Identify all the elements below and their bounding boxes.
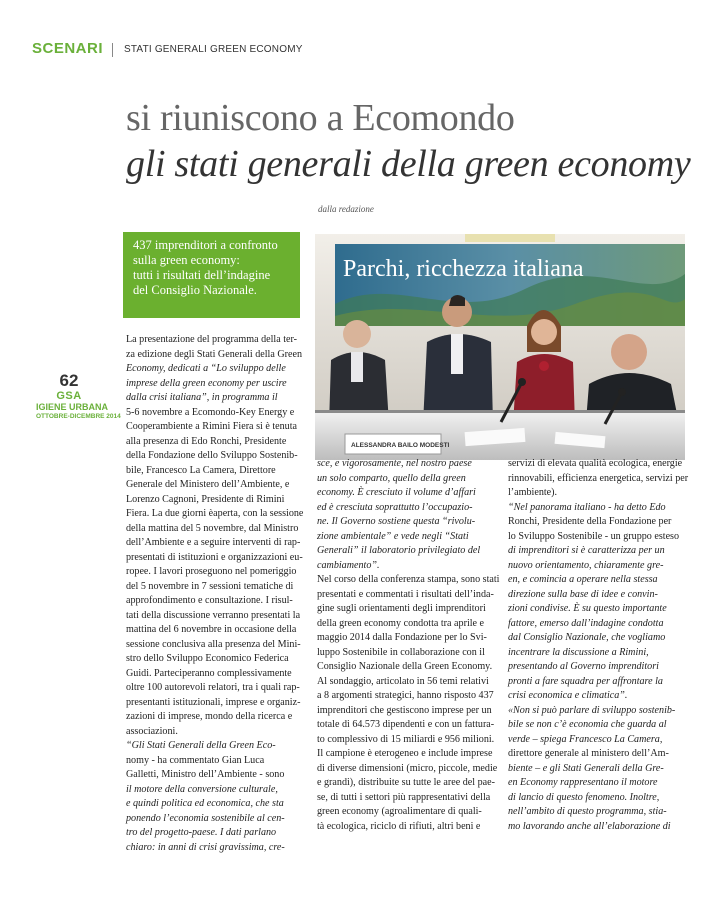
- text-line: tro del progetto-paese. I dati parlano: [126, 827, 277, 838]
- text-line: del 5 novembre in 7 sessioni tematiche di: [126, 580, 294, 592]
- text-line: presentati di istituzioni e organizzazioni eu-: [126, 551, 303, 563]
- text-line: luppo Sostenibile in collaborazione con il: [317, 646, 485, 658]
- text-line: za edizione degli Stati Generali della Green: [126, 348, 302, 360]
- text-line: verde – spiega Francesco La Camera,: [508, 733, 663, 745]
- text-line: Generali” il laboratorio privilegiato del: [317, 545, 481, 556]
- text-line: se, di tutti i settori più rappresentativi della: [317, 791, 491, 803]
- text-line: incentrare la discussione a Rimini,: [508, 646, 649, 658]
- text-line: nomy - ha commentato Gian Luca: [126, 754, 265, 766]
- highlight-line: del Consiglio Nazionale.: [133, 283, 257, 297]
- text-line: e grandi), distribuite su tutte le aree del pae-: [317, 777, 495, 788]
- text-line: pronti a fare squadra per affrontare la: [508, 675, 663, 687]
- text-line: Fiera. La due giorni èaperta, con la sessione: [126, 508, 304, 519]
- text-line: Galletti, Ministro dell’Ambiente - sono: [126, 769, 285, 780]
- header-divider: [112, 43, 113, 57]
- highlight-line: sulla green economy:: [133, 253, 240, 267]
- text-line: Il campione è eterogeneo e include imprese: [317, 748, 493, 759]
- magazine-title: IGIENE URBANA: [36, 402, 109, 412]
- text-line: bile, Francesco La Camera, Direttore: [126, 464, 276, 476]
- text-line: associazioni.: [126, 725, 178, 737]
- text-line: alla presenza di Edo Ronchi, Presidente: [126, 435, 287, 447]
- text-line: stro dello Sviluppo Economico Federica: [126, 653, 289, 664]
- text-line: Lorenzo Cagnoni, Presidente di Rimini: [126, 493, 285, 505]
- text-line: Generale del Ministero dell’Ambiente, e: [126, 479, 290, 490]
- text-column-3: [508, 457, 688, 834]
- text-line: nuovo orientamento, chiaramente gre-: [508, 559, 664, 571]
- photo-nameplate-text: ALESSANDRA BAILO MODESTI: [351, 442, 450, 449]
- text-line: Ronchi, Presidente della Fondazione per: [508, 516, 672, 527]
- highlight-line: 437 imprenditori a confronto: [133, 238, 278, 252]
- text-line: tà ecologica, riciclo di rifiuti, altri beni e: [317, 820, 481, 832]
- text-line: presentati e commentati i risultati dell’inda-: [317, 588, 494, 600]
- magazine-name: GSA: [56, 390, 82, 402]
- highlight-line: tutti i risultati dell’indagine: [133, 268, 271, 282]
- text-line: presentanti istituzionali, imprese e organiz-: [126, 696, 301, 708]
- text-line: di diverse dimensioni (micro, piccole, medie: [317, 762, 498, 774]
- text-line: crisi economica e climatica”.: [508, 690, 628, 701]
- page-number: 62: [59, 371, 79, 390]
- text-line: «Non si può parlare di sviluppo sostenib-: [508, 704, 676, 716]
- text-line: lo Sviluppo Sostenibile - un gruppo esteso: [508, 530, 680, 542]
- text-line: della Fondazione dello Sviluppo Sostenib-: [126, 450, 298, 461]
- text-line: presentando al Governo imprenditori: [508, 661, 659, 672]
- text-column-1: [126, 333, 306, 855]
- text-line: un solo comparto, quello della green: [317, 472, 466, 484]
- text-line: tati della discussione verranno presentati la: [126, 609, 301, 621]
- subsection-label: STATI GENERALI GREEN ECONOMY: [124, 44, 303, 55]
- text-line: to complessivo di 15 miliardi e 956 milioni.: [317, 733, 495, 745]
- text-line: green economy (agroalimentare di quali-: [317, 806, 482, 817]
- text-line: bile se non c’è economia che guarda al: [508, 719, 667, 730]
- article-title-line1: si riuniscono a Ecomondo: [126, 97, 515, 139]
- text-line: direzione sulla base di idee e convin-: [508, 588, 658, 600]
- text-line: servizi di elevata qualità ecologica, energie: [508, 458, 683, 469]
- text-line: en Economy rappresentano il motore: [508, 777, 658, 788]
- photo-illustration: [315, 234, 685, 460]
- byline: dalla redazione: [318, 204, 374, 214]
- text-line: della green economy condotta tra aprile e: [317, 617, 485, 629]
- text-line: direttore generale al ministero dell’Am-: [508, 748, 669, 759]
- text-line: fattore, emerso dall’indagine condotta: [508, 617, 664, 629]
- text-line: approfondimento e consultazione. I risul-: [126, 595, 293, 606]
- highlight-box: [123, 232, 300, 318]
- text-line: maggio 2014 dalla Fondazione per lo Svi-: [317, 632, 487, 643]
- text-line: cambiamento”.: [317, 559, 380, 571]
- text-line: zione ambientale” e vede negli “Stati: [317, 530, 469, 542]
- text-line: rinnovabili, efficienza energetica, servizi per: [508, 472, 689, 484]
- text-line: imprese della green economy per uscire: [126, 377, 287, 389]
- text-line: “Nel panorama italiano - ha detto Edo: [508, 501, 666, 513]
- text-line: ponendo l’economia sostenibile al cen-: [126, 812, 285, 824]
- text-line: dal Consiglio Nazionale, che vogliamo: [508, 632, 666, 643]
- text-line: “Gli Stati Generali della Green Eco-: [126, 740, 276, 751]
- text-line: dell’Ambiente e a seguire interventi di rap-: [126, 537, 301, 548]
- text-line: a 8 argomenti strategici, hanno risposto 437: [317, 690, 494, 701]
- text-line: zioni condivise. È su questo importante: [508, 603, 667, 614]
- text-line: ropee. I lavori proseguono nel pomeriggio: [126, 566, 297, 577]
- text-line: en, e comincia a operare nella stessa: [508, 574, 658, 585]
- text-line: mattina del 6 novembre in occasione della: [126, 624, 297, 635]
- text-line: ed è cresciuta soprattutto l’occupazio-: [317, 501, 473, 513]
- text-line: Guidi. Parteciperanno complessivamente: [126, 667, 292, 679]
- text-line: oltre 100 autorevoli relatori, tra i quali rap-: [126, 682, 300, 693]
- conference-photo: [315, 234, 685, 460]
- text-line: zazioni di imprese, mondo della ricerca e: [126, 711, 293, 722]
- text-line: chiaro: in anni di crisi gravissima, cre-: [126, 841, 285, 853]
- text-line: gine sugli orientamenti degli imprenditori: [317, 603, 486, 614]
- text-line: e quindi politica ed economica, che sta: [126, 798, 284, 809]
- text-line: 5-6 novembre a Ecomondo-Key Energy e: [126, 406, 295, 418]
- text-line: La presentazione del programma della ter-: [126, 334, 298, 345]
- text-line: di lancio di questo fenomeno. Inoltre,: [508, 791, 660, 803]
- text-line: sessione conclusiva alla presenza del Mini-: [126, 638, 301, 650]
- article-title-line2: gli stati generali della green economy: [126, 143, 691, 185]
- text-line: Nel corso della conferenza stampa, sono stati: [317, 574, 500, 585]
- text-column-2: [317, 457, 500, 834]
- text-line: Cooperambiente a Rimini Fiera si è tenuta: [126, 421, 297, 432]
- text-line: sce, e vigorosamente, nel nostro paese: [317, 458, 472, 469]
- text-line: biente – e gli Stati Generali della Gre-: [508, 762, 664, 774]
- text-line: economy. È cresciuto il volume d’affari: [317, 487, 476, 498]
- text-line: totale di 64.573 dipendenti e con un fattura-: [317, 719, 495, 730]
- text-line: imprenditori che gestiscono imprese per un: [317, 704, 492, 716]
- text-line: mo lavorando anche all’elaborazione di: [508, 820, 671, 832]
- text-line: ne. Il Governo sostiene questa “rivolu-: [317, 516, 476, 527]
- issue-date: OTTOBRE-DICEMBRE 2014: [36, 413, 121, 420]
- text-line: il motore della conversione culturale,: [126, 783, 278, 795]
- text-line: Consiglio Nazionale della Green Economy.: [317, 661, 493, 672]
- text-line: nell’ambito di questo programma, stia-: [508, 806, 667, 817]
- text-line: della mattina del 5 novembre, dal Ministro: [126, 522, 299, 534]
- text-line: di imprenditori si è caratterizza per un: [508, 545, 665, 556]
- photo-banner-text: Parchi, ricchezza italiana: [343, 256, 584, 282]
- section-label: SCENARI: [32, 40, 104, 57]
- text-line: l’ambiente).: [508, 487, 558, 498]
- text-line: dalla crisi italiana”, in programma il: [126, 392, 278, 403]
- text-line: Al sondaggio, articolato in 56 temi relativi: [317, 675, 489, 687]
- text-line: Economy, dedicati a “Lo sviluppo delle: [126, 363, 286, 374]
- page-info: [36, 371, 121, 421]
